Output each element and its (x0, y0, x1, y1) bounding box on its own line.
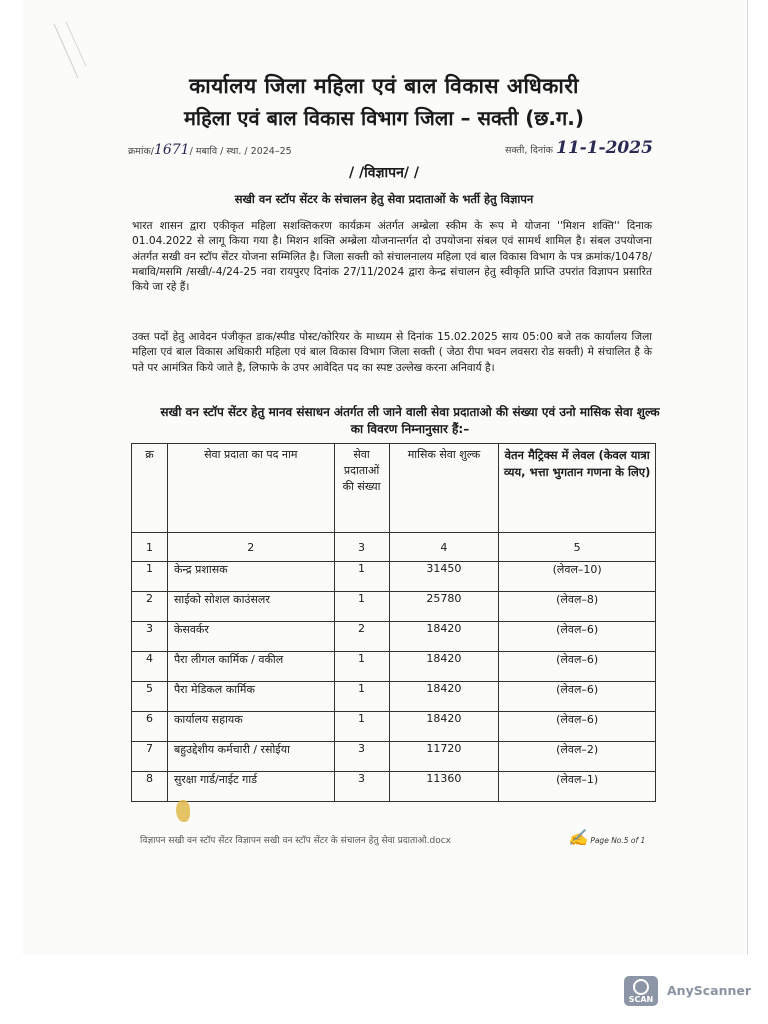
table-row: 4 पैरा लीगल कार्मिक / वकील 1 18420 (लेवल–6) (132, 652, 656, 682)
table-row: 2 साईको सोशल काउंसलर 1 25780 (लेवल–8) (132, 592, 656, 622)
table-row: 3 केसवर्कर 2 18420 (लेवल–6) (132, 622, 656, 652)
header-fee: मासिक सेवा शुल्क (389, 444, 499, 533)
handwritten-ref-no: 1671 (153, 142, 190, 158)
department-heading: महिला एवं बाल विकास विभाग जिला – सक्ती (छ.ग.) (183, 106, 585, 130)
reference-number: क्रमांक/1671/ मबावि / स्था. / 2024–25 (128, 142, 292, 158)
notice-subject: सखी वन स्टॉप सेंटर के संचालन हेतु सेवा प्रदाताओं के भर्ती हेतु विज्ञापन (234, 192, 534, 206)
paragraph-application: उक्त पदों हेतु आवेदन पंजीकृत डाक/स्पीड पोस्ट/कोरियर के माध्यम से दिनांक 15.02.2025 साय 05:00 बजे तक कार्यालय जिला महिला एवं बाल विकास अधिकारी महिला एवं बाल विकास विभाग जिला सक्ती ( जेठा रीपा भवन लवसरा रोड सक्ती) मे संचालित है के पते पर आमंत्रित किये जाते है, लिफाफे के उपर आवेदित पद का स्पष्ट उल्लेख करना अनिवार्य है। (132, 331, 652, 374)
page-crease-marks (48, 20, 88, 80)
notice-title: / /विज्ञापन/ / (349, 165, 419, 181)
office-heading: कार्यालय जिला महिला एवं बाल विकास अधिकारी (189, 74, 579, 98)
header-sno: क्र (132, 444, 168, 533)
table-row: 6 कार्यालय सहायक 1 18420 (लेवल–6) (132, 712, 656, 742)
footer-file-path: विज्ञापन सखी वन स्टॉप सेंटर विज्ञापन सखी वन स्टॉप सेंटर के संचालन हेतु सेवा प्रदाताओ.docx (140, 836, 451, 846)
table-row: 7 बहुउद्देशीय कर्मचारी / रसोईया 3 11720 (लेवल–2) (132, 742, 656, 772)
scanner-app-name: AnyScanner (667, 983, 752, 998)
signature-mark: ✍ (568, 828, 588, 847)
header-post: सेवा प्रदाता का पद नाम (167, 444, 334, 533)
table-title: सखी वन स्टॉप सेंटर हेतु मानव संसाधन अंतर्गत ली जाने वाली सेवा प्रदाताओ की संख्या एवं उनो मासिक सेवा शुल्क का विवरण निम्नानुसार हैं:– (160, 405, 660, 436)
scanner-logo-icon: SCAN (624, 976, 658, 1006)
paragraph-scheme: भारत शासन द्वारा एकीकृत महिला सशक्तिकरण कार्यक्रम अंतर्गत अम्ब्रेला स्कीम के रूप मे योजना ''मिशन शक्ति'' दिनाक 01.04.2022 से लागू किया गया है। मिशन शक्ति अम्ब्रेला योजनान्तर्गत दो उपयोजना संबल एवं सामर्थ शामिल है। संबल उपयोजना अंतर्गत सखी वन स्टॉप सेंटर योजना सम्मिलित है। जिला सक्ती को संचालनालय महिला एवं बाल विकास विभाग के पत्र क्रमांक/10478/मबावि/मसमि /सखी/-4/24-25 नवा रायपुरए दिनांक 27/11/2024 द्वारा केन्द्र संचालन हेतु स्वीकृति प्राप्ति उपरांत विज्ञापन प्रसारित किये जा रहे हैं। (132, 220, 652, 294)
table-row: 5 पैरा मेडिकल कार्मिक 1 18420 (लेवल–6) (132, 682, 656, 712)
table-row: 8 सुरक्षा गार्ड/नाईट गार्ड 3 11360 (लेवल–1) (132, 772, 656, 802)
page-number: ✍ Page No.5 of 1 (568, 828, 646, 847)
handwritten-date: 11-1-2025 (556, 138, 653, 158)
positions-table (131, 443, 656, 802)
ink-stain (176, 800, 190, 822)
issue-date: सक्ती, दिनांक 11-1-2025 (505, 138, 653, 158)
table-header-row (132, 444, 656, 533)
header-count: सेवा प्रदाताओं की संख्या (334, 444, 389, 533)
header-level: वेतन मैट्रिक्स में लेवल (केवल यात्रा व्यय, भत्ता भुगतान गणना के लिए) (499, 444, 656, 533)
column-number-row: 1 2 3 4 5 (132, 533, 656, 562)
table-row: 1 केन्द्र प्रशासक 1 31450 (लेवल–10) (132, 562, 656, 592)
